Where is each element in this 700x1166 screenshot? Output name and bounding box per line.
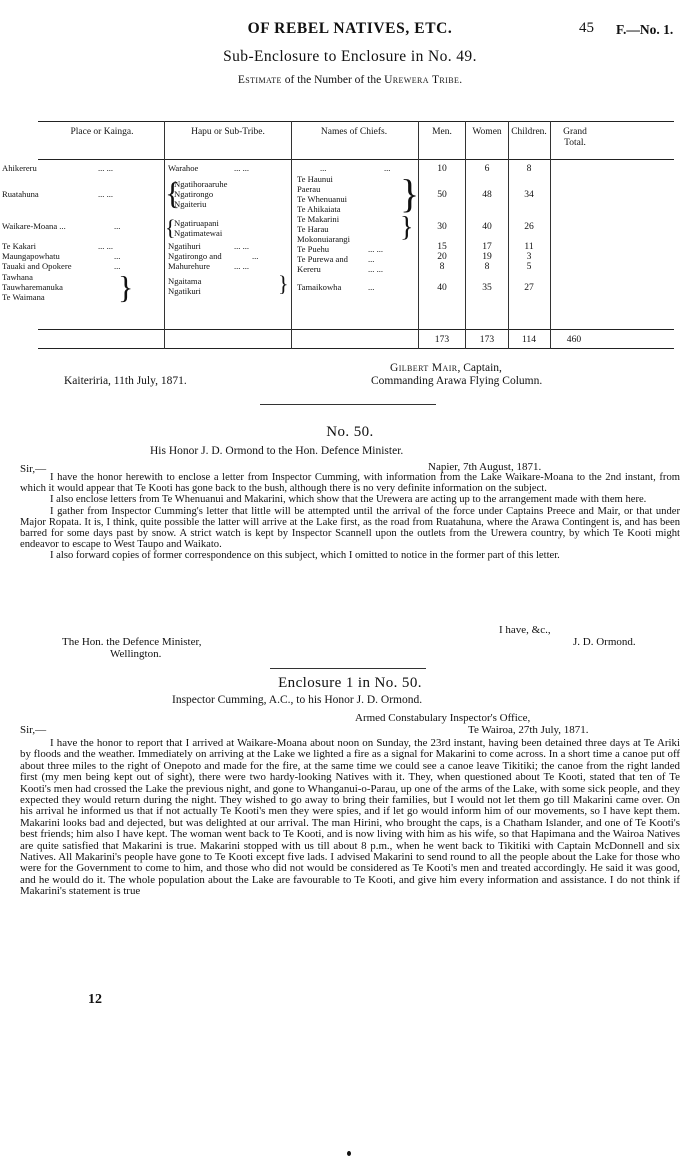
column-header: Women xyxy=(472,127,502,137)
women-cell: 48 xyxy=(482,189,492,200)
chief-cell: Mokonuiarangi xyxy=(297,234,350,244)
no50-body xyxy=(20,472,680,562)
estimate-prefix: Estimate xyxy=(237,74,282,86)
hapu-cell: Ngaiteriu xyxy=(174,199,207,209)
hapu-cell: Ngatirongo and xyxy=(168,251,222,261)
table-header-rule xyxy=(38,159,674,160)
enclosure1-paragraph: I have the honor to report that I arrived at Waikare-Moana about noon on Sunday, the 23rd instant, having been detained three days at Te Ariki by floods and the weather. Immediately on arriving at the Lake we lighted a fire as a signal for Makarini to come across. In a short time a canoe put off about three miles to the right of Onepoto and made for the fire, at the same time we could see a canoe leave Tikitiki; the canoe from the right landed first (my men being kept out of sight), there were two hardy-looking Natives with it. They, when questioned about Te Kooti, stated that ten of Te Kooti's men had crossed the Lake the previous night, and gone to Whanganui-o-Parau, up one of the arms of the Lake, with some sick people, and they expected they would return during the night. They wished to go away to bring their families, but I would not let them go till Makarini came over. On his arrival he informed us that if not actually Te Kooti's men they were spies, and if let go would inform him of our movements, so I have kept them. Makarini looks bad and dejected, but was delighted at our arrival. The man Hirini, who brought the caps, is a Chatham Islander, and one of Te Kooti's best friends; him also I have kept. The woman went back to Te Kooti, and is now living with him as his wife, so that Hapimana and the Wairoa Natives are quite satisfied that Makarini is true. Makarini stopped with us till about 8 p.m., when he went back to Tikitiki with Captain McDonnell and six Natives. All Makarini's people have gone to Te Kooti except five lads. I advised Makarini to send round to all the people about the Lake for those who were for the Government to come to him, and those who did not would be considered as Te Kooti's men and treated accordingly. He said it was good, and he would do it. The whole population about the Lake are favourable to Te Kooti, and give him every information and assistance. I do not think if Makarini's statement is true xyxy=(20,737,680,898)
hapu-dots: ... ... xyxy=(234,261,250,271)
women-cell: 40 xyxy=(482,221,492,232)
chief-cell: Tamaikowha xyxy=(297,282,342,292)
children-cell: 34 xyxy=(524,189,534,200)
no50-place-date: Napier, 7th August, 1871. xyxy=(428,461,542,473)
signature-name-line xyxy=(390,362,502,374)
no50-paragraph: I also enclose letters from Te Whenuanui and Makarini, which show that the Urewera are acting up to the arrangement made with them here. xyxy=(50,494,647,506)
chief-cell: Te Puehu xyxy=(297,244,330,254)
chief-cell: Paerau xyxy=(297,184,321,194)
chief-cell: Te Ahikaiata xyxy=(297,204,341,214)
men-cell: 10 xyxy=(437,163,447,174)
place-cell: Maungapowhatu xyxy=(2,251,60,261)
place-dots: ... ... xyxy=(98,189,114,199)
no50-paragraph: I also forward copies of former correspondence on this subject, which I omitted to notice in the former part of this letter. xyxy=(50,550,560,562)
table-top-rule xyxy=(38,121,674,122)
hapu-dots: ... xyxy=(252,251,259,261)
no50-closing: I have, &c., xyxy=(499,624,551,636)
estimate-tribe: Urewera Tribe xyxy=(384,74,460,86)
estimate-mid: of the Number of the xyxy=(281,74,385,86)
men-cell: 8 xyxy=(439,261,445,272)
no50-signer: J. D. Ormond. xyxy=(573,636,636,648)
hapu-cell: Ngatirongo xyxy=(174,189,214,199)
hapu-dots: ... ... xyxy=(234,163,250,173)
table-bottom-rule xyxy=(38,348,674,349)
signer-name: Gilbert Mair xyxy=(390,362,458,374)
chief-dots: ... ... xyxy=(368,264,384,274)
no50-addressee-city: Wellington. xyxy=(110,648,162,660)
hapu-cell: Ngatihoraaruhe xyxy=(174,179,228,189)
no50-sir: Sir,— xyxy=(20,463,47,475)
column-header: Men. xyxy=(432,127,452,137)
enclosure1-heading: Enclosure 1 in No. 50. xyxy=(278,675,422,691)
place-cell: Tawhana xyxy=(2,272,33,282)
grouping-brace: } xyxy=(400,171,420,216)
men-cell: 50 xyxy=(437,189,447,200)
no50-addressee: The Hon. the Defence Minister, xyxy=(62,636,202,648)
column-header: Children. xyxy=(511,127,547,137)
no50-salutation: His Honor J. D. Ormond to the Hon. Defence Minister. xyxy=(150,445,404,457)
chief-dots: ... xyxy=(384,163,391,173)
chief-cell: Te Purewa and xyxy=(297,254,348,264)
hapu-cell: Ngaitama xyxy=(168,276,202,286)
place-cell: Tauwharemanuka xyxy=(2,282,63,292)
children-cell: 8 xyxy=(526,163,532,174)
section-divider xyxy=(260,404,436,405)
column-header: Hapu or Sub-Tribe. xyxy=(191,127,265,137)
men-cell: 20 xyxy=(437,251,447,262)
sub-enclosure-heading: Sub-Enclosure to Enclosure in No. 49. xyxy=(223,48,477,65)
enclosure1-place-date: Te Wairoa, 27th July, 1871. xyxy=(468,724,589,736)
place-dots: ... xyxy=(114,221,121,231)
section-divider xyxy=(270,668,426,669)
no50-heading: No. 50. xyxy=(326,424,374,440)
tribe-table xyxy=(2,121,674,349)
column-header: Place or Kainga. xyxy=(70,127,134,137)
chief-cell: Te Makarini xyxy=(297,214,340,224)
men-cell: 40 xyxy=(437,282,447,293)
place-dots: ... ... xyxy=(98,163,114,173)
header-page-number: 45 xyxy=(579,20,594,36)
grouping-brace: } xyxy=(400,212,414,243)
place-dots: ... ... xyxy=(98,241,114,251)
children-cell: 5 xyxy=(526,261,532,272)
total-children: 114 xyxy=(521,334,537,345)
enclosure1-sir: Sir,— xyxy=(20,724,47,736)
col-divider xyxy=(291,121,292,349)
chief-dots: ... xyxy=(320,163,327,173)
chief-dots: ... ... xyxy=(368,244,384,254)
hapu-cell: Ngatikuri xyxy=(168,286,201,296)
grouping-brace: { xyxy=(165,175,181,211)
hapu-cell: Ngatimatewai xyxy=(174,228,223,238)
hapu-cell: Ngatiruapani xyxy=(174,218,219,228)
place-cell: Te Kakari xyxy=(2,241,36,251)
children-cell: 11 xyxy=(524,241,534,252)
signer-title: , Captain, xyxy=(457,362,502,374)
chief-cell: Te Haunui xyxy=(297,174,333,184)
place-cell: Waikare-Moana ... xyxy=(2,221,66,231)
place-cell: Ahikereru xyxy=(2,163,37,173)
place-cell: Ruatahuna xyxy=(2,189,39,199)
women-cell: 19 xyxy=(482,251,492,262)
grouping-brace: } xyxy=(118,269,134,305)
children-cell: 3 xyxy=(526,251,532,262)
grouping-brace: } xyxy=(278,271,289,296)
men-cell: 15 xyxy=(437,241,447,252)
enclosure1-from: Inspector Cumming, A.C., to his Honor J. D. Ormond. xyxy=(172,694,423,706)
chief-cell: Te Whenuanui xyxy=(297,194,348,204)
women-cell: 35 xyxy=(482,282,492,293)
total-women: 173 xyxy=(479,334,495,345)
column-header: Grand Total. xyxy=(563,127,587,148)
bottom-mark xyxy=(347,1151,351,1156)
place-cell: Tauaki and Opokere xyxy=(2,261,72,271)
col-divider xyxy=(550,121,551,349)
place-dots: ... xyxy=(114,251,121,261)
enclosure1-office: Armed Constabulary Inspector's Office, xyxy=(355,712,531,724)
grand-total: 460 xyxy=(566,334,582,345)
place-dots: ... xyxy=(114,261,121,271)
enclosure1-body xyxy=(20,738,680,898)
women-cell: 17 xyxy=(482,241,492,252)
hapu-cell: Warahoe xyxy=(168,163,199,173)
hapu-cell: Ngatihuri xyxy=(168,241,201,251)
sign-place-date: Kaiteriria, 11th July, 1871. xyxy=(64,375,187,387)
grouping-brace: { xyxy=(165,215,176,240)
children-cell: 26 xyxy=(524,221,534,232)
table-total-rule xyxy=(38,329,674,330)
estimate-caption xyxy=(0,74,700,86)
place-cell: Te Waimana xyxy=(2,292,45,302)
chief-dots: ... xyxy=(368,254,375,264)
chief-cell: Kereru xyxy=(297,264,321,274)
header-doc-ref: F.—No. 1. xyxy=(616,22,674,37)
signer-command: Commanding Arawa Flying Column. xyxy=(371,375,543,387)
col-divider xyxy=(418,121,419,349)
chief-dots: ... xyxy=(368,282,375,292)
chief-cell: Te Harau xyxy=(297,224,329,234)
hapu-dots: ... ... xyxy=(234,241,250,251)
col-divider xyxy=(508,121,509,349)
col-divider xyxy=(465,121,466,349)
column-header: Names of Chiefs. xyxy=(320,127,388,137)
no50-paragraph: I have the honor herewith to enclose a letter from Inspector Cumming, with information from the Lake Waikare-Moana to the 2nd instant, from which it would appear that Te Kooti has gone back to the bush, although there is no very definite information on the subject. xyxy=(20,472,680,495)
hapu-cell: Mahurehure xyxy=(168,261,210,271)
page-mark: 12 xyxy=(88,992,102,1007)
men-cell: 30 xyxy=(437,221,447,232)
estimate-end: . xyxy=(459,74,463,86)
children-cell: 27 xyxy=(524,282,534,293)
women-cell: 6 xyxy=(484,163,490,174)
no50-paragraph: I gather from Inspector Cumming's letter that little will be attempted until the arrival of the force under Captains Preece and Mair, or that under Major Ropata. It is, I think, quite possible the latter will arrive at the Lake first, as the road from Ruatahuna, where the Arawa Contingent is, and has been barred for some days past by snow. A strict watch is kept by Inspector Scannell upon the outlets from the Urewera country, by which Te Kooti might endeavor to escape to West Taupo and Waikato. xyxy=(20,505,680,551)
women-cell: 8 xyxy=(484,261,490,272)
running-header xyxy=(0,18,700,38)
total-men: 173 xyxy=(434,334,450,345)
header-title: OF REBEL NATIVES, ETC. xyxy=(247,20,453,37)
